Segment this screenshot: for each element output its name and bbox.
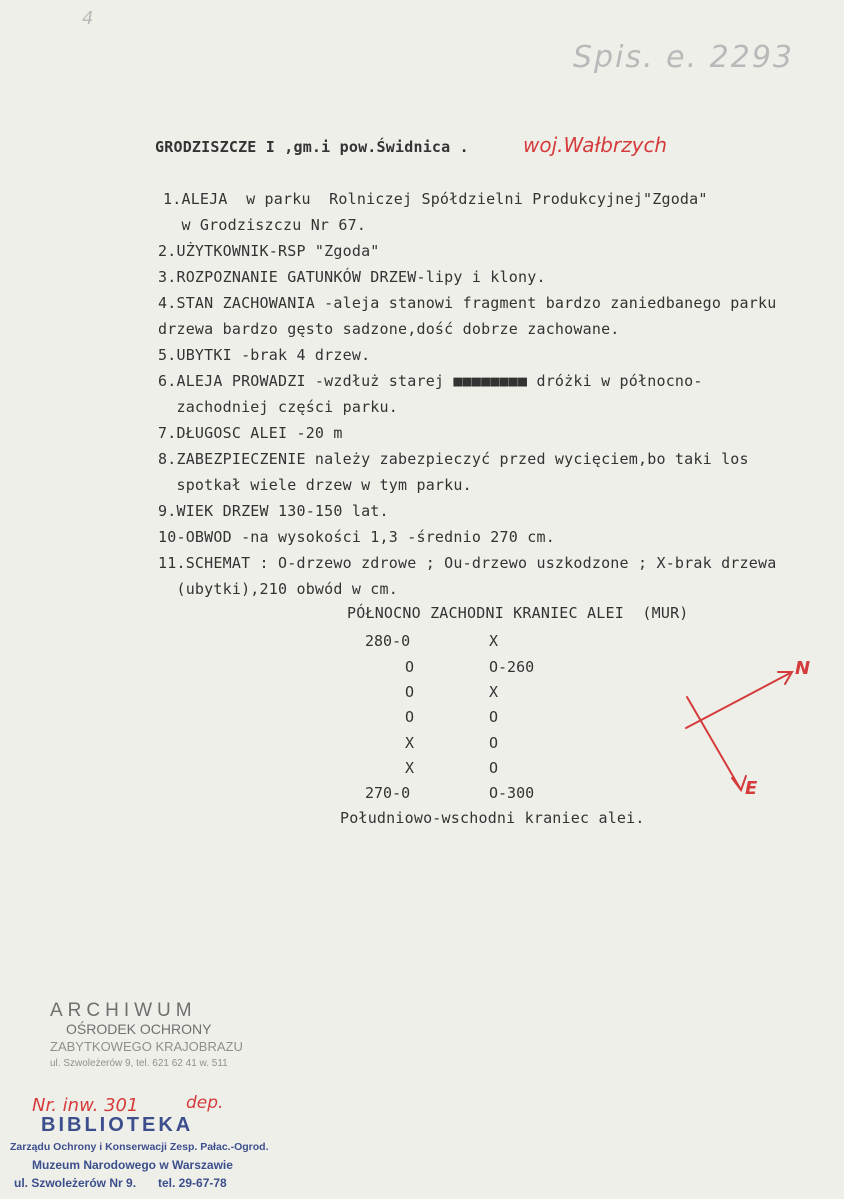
- heading-region-handwritten: woj.Wałbrzych: [523, 133, 668, 157]
- archive-stamp-line4: ul. Szwoleżerów 9, tel. 621 62 41 w. 511: [50, 1058, 228, 1069]
- inventory-number-note: Nr. inw. 301: [32, 1095, 139, 1116]
- item-4-line2: drzewa bardzo gęsto sadzone,dość dobrze zachowane.: [158, 320, 620, 338]
- item-1-line2: w Grodziszczu Nr 67.: [163, 216, 367, 234]
- reference-note: Spis. e. 2293: [573, 40, 794, 75]
- scheme-row-3-right: X: [489, 683, 499, 701]
- item-1-line1: 1.ALEJA w parku Rolniczej Spółdzielni Produkcyjnej"Zgoda": [163, 190, 708, 208]
- scheme-row-5-left: X: [405, 734, 415, 752]
- scheme-row-3-left: O: [405, 683, 415, 701]
- compass-north-label: N: [795, 658, 811, 679]
- archive-stamp-title: ARCHIWUM: [50, 1000, 197, 1021]
- scheme-row-4-left: O: [405, 708, 415, 726]
- scheme-row-5-right: O: [489, 734, 499, 752]
- library-stamp-title: BIBLIOTEKA: [41, 1114, 194, 1136]
- heading-place: GRODZISZCZE I ,gm.i pow.Świdnica .: [155, 138, 469, 156]
- scheme-row-1-right: X: [489, 632, 499, 650]
- scheme-row-6-right: O: [489, 759, 499, 777]
- item-6-line2: zachodniej części parku.: [158, 398, 398, 416]
- top-corner-mark: 4: [82, 8, 94, 29]
- library-stamp-line2: Muzeum Narodowego w Warszawie: [32, 1158, 233, 1172]
- item-8-line2: spotkał wiele drzew w tym parku.: [158, 476, 472, 494]
- scheme-top-label: PÓŁNOCNO ZACHODNI KRANIEC ALEI (MUR): [347, 604, 689, 622]
- item-2-line1: 2.UŻYTKOWNIK-RSP "Zgoda": [158, 242, 380, 260]
- compass-east-label: E: [745, 778, 758, 799]
- library-stamp-line1: Zarządu Ochrony i Konserwacji Zesp. Pałac.-Ogrod.: [10, 1141, 269, 1153]
- archive-stamp-line2: OŚRODEK OCHRONY: [66, 1021, 212, 1037]
- scheme-row-7-right: O-300: [489, 784, 535, 802]
- item-6-line1: 6.ALEJA PROWADZI -wzdłuż starej ■■■■■■■■ dróżki w północno-: [158, 372, 703, 390]
- item-7-line1: 7.DŁUGOSC ALEI -20 m: [158, 424, 343, 442]
- library-stamp-street: ul. Szwoleżerów Nr 9.: [14, 1176, 137, 1190]
- item-10-line1: 10-OBWOD -na wysokości 1,3 -średnio 270 cm.: [158, 528, 555, 546]
- item-11-line2: (ubytki),210 obwód w cm.: [158, 580, 398, 598]
- item-9-line1: 9.WIEK DRZEW 130-150 lat.: [158, 502, 389, 520]
- scheme-row-7-left: 270-0: [365, 784, 411, 802]
- scheme-row-4-right: O: [489, 708, 499, 726]
- item-11-line1: 11.SCHEMAT : O-drzewo zdrowe ; Ou-drzewo uszkodzone ; X-brak drzewa: [158, 554, 777, 572]
- item-4-line1: 4.STAN ZACHOWANIA -aleja stanowi fragment bardzo zaniedbanego parku: [158, 294, 777, 312]
- scheme-row-2-right: O-260: [489, 658, 535, 676]
- scheme-row-1-left: 280-0: [365, 632, 411, 650]
- scheme-row-2-left: O: [405, 658, 415, 676]
- library-stamp-phone: tel. 29-67-78: [158, 1176, 227, 1190]
- deposit-note: dep.: [186, 1093, 224, 1113]
- archive-stamp-line3: ZABYTKOWEGO KRAJOBRAZU: [50, 1039, 243, 1054]
- item-8-line1: 8.ZABEZPIECZENIE należy zabezpieczyć przed wycięciem,bo taki los: [158, 450, 749, 468]
- scheme-bottom-label: Południowo-wschodni kraniec alei.: [340, 809, 645, 827]
- scheme-row-6-left: X: [405, 759, 415, 777]
- item-3-line1: 3.ROZPOZNANIE GATUNKÓW DRZEW-lipy i klony.: [158, 268, 546, 286]
- item-5-line1: 5.UBYTKI -brak 4 drzew.: [158, 346, 371, 364]
